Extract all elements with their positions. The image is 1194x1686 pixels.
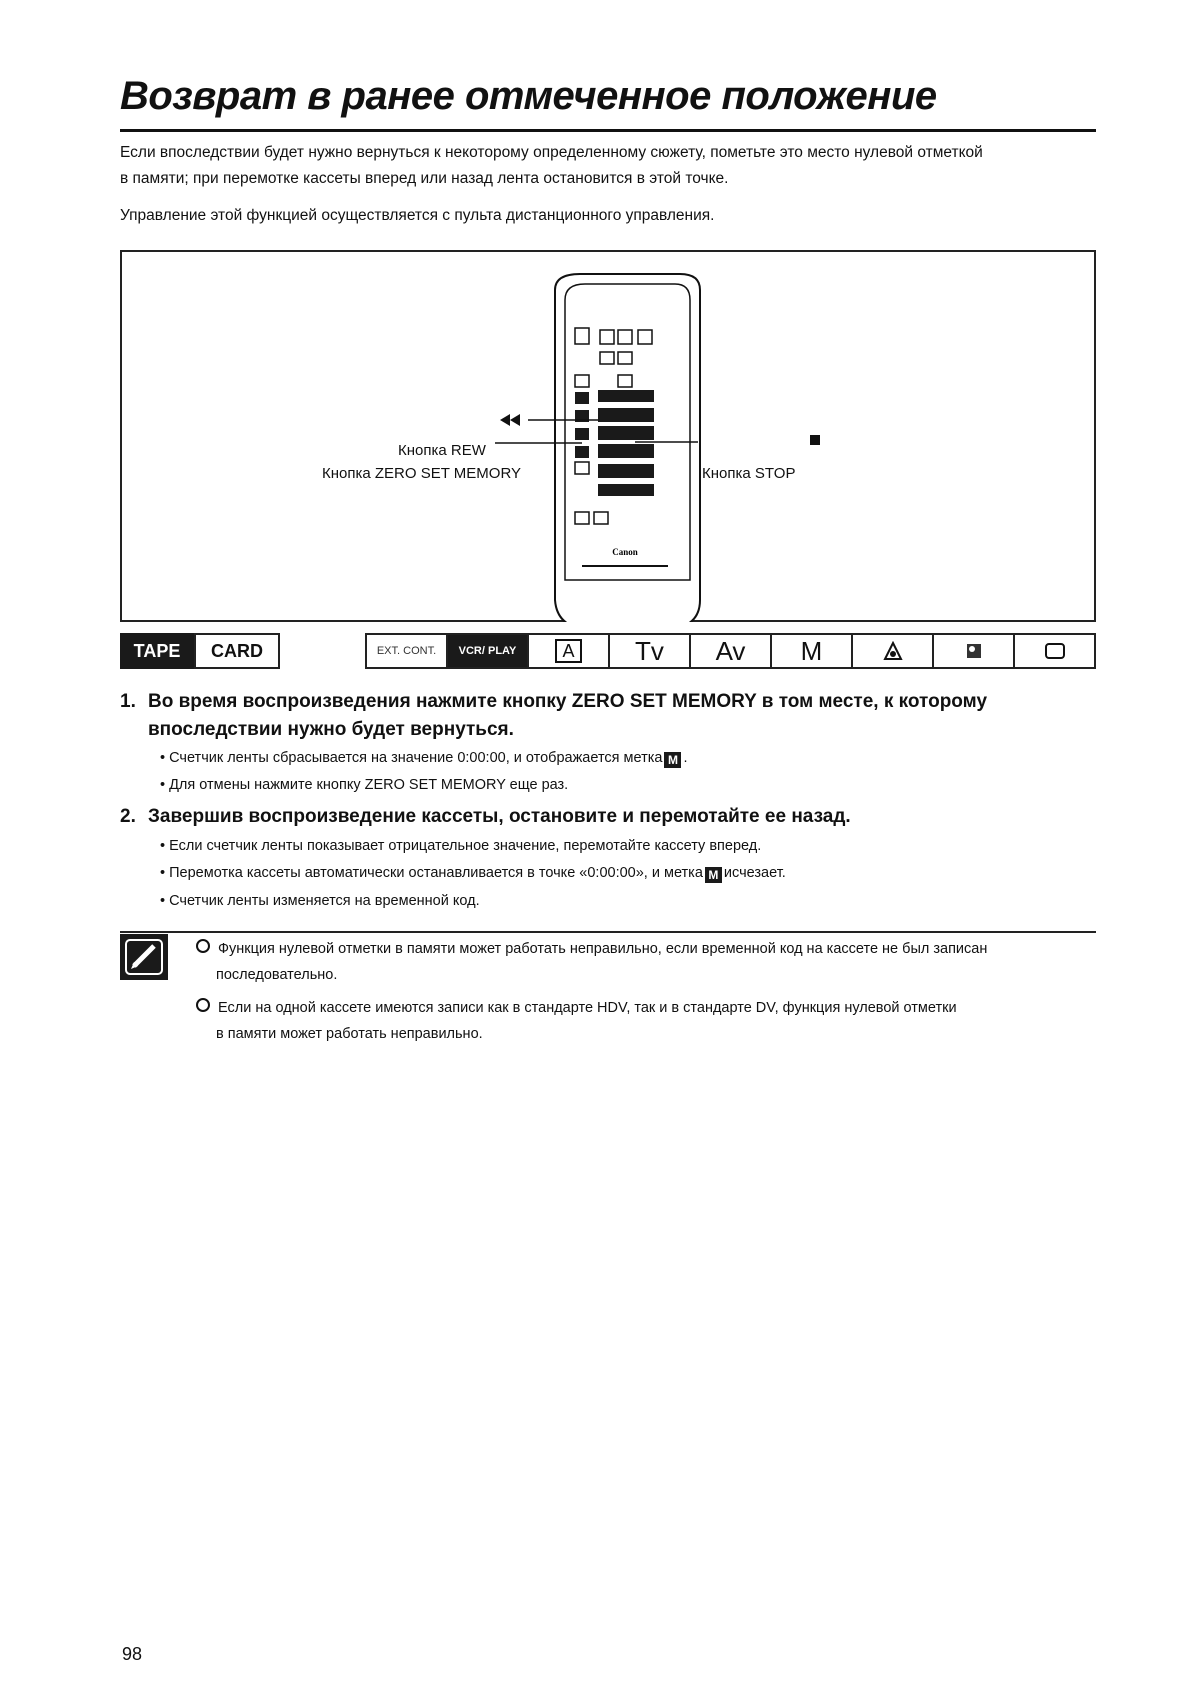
step-1-bullet-2: • Для отмены нажмите кнопку ZERO SET MEMORY еще раз. bbox=[160, 777, 569, 793]
label-zero-set-memory-button: Кнопка ZERO SET MEMORY bbox=[322, 465, 522, 482]
remote-brand: Canon bbox=[612, 547, 638, 557]
mode-vcr-play: VCR/ PLAY bbox=[448, 635, 529, 667]
step-1-line-2: впоследствии нужно будет вернуться. bbox=[148, 719, 514, 740]
page-title: Возврат в ранее отмеченное положение bbox=[120, 74, 937, 118]
mode-manual: M bbox=[772, 635, 853, 667]
step-2-line-1: Завершив воспроизведение кассеты, остановите и перемотайте ее назад. bbox=[148, 806, 851, 827]
mode-av: Av bbox=[691, 635, 772, 667]
mode-frame-icon bbox=[1015, 635, 1094, 667]
note-1-line-2: последовательно. bbox=[216, 967, 338, 983]
intro-line-1: Если впоследствии будет нужно вернуться к некоторому определенному сюжету, пометьте это место нулевой отметкой bbox=[120, 144, 983, 161]
note-2-line-1: Если на одной кассете имеются записи как в стандарте HDV, так и в стандарте DV, функция нулевой отметки bbox=[196, 995, 957, 1021]
step-1-bullet-1: • Счетчик ленты сбрасывается на значение 0:00:00, и отображается метка M . bbox=[160, 750, 688, 767]
note-1-line-1: Функция нулевой отметки в памяти может работать неправильно, если временной код на кассете не был записан bbox=[196, 936, 987, 962]
notes-divider bbox=[120, 931, 1096, 933]
label-stop-button: Кнопка STOP bbox=[702, 465, 796, 482]
step-1-line-1: Во время воспроизведения нажмите кнопку ZERO SET MEMORY в том месте, к которому bbox=[148, 691, 988, 712]
step-2-bullet-1: • Если счетчик ленты показывает отрицательное значение, перемотайте кассету вперед. bbox=[160, 838, 762, 854]
note-pencil-icon bbox=[120, 934, 168, 980]
mode-scene-icon bbox=[853, 635, 934, 667]
step-1-number: 1. bbox=[120, 691, 136, 712]
mode-card: CARD bbox=[194, 633, 280, 669]
step-2-bullet-2: • Перемотка кассеты автоматически останавливается в точке «0:00:00», и метка M исчезает. bbox=[160, 865, 786, 882]
mode-night-icon bbox=[934, 635, 1015, 667]
note-2-line-2: в памяти может работать неправильно. bbox=[216, 1026, 483, 1042]
label-rew-button: Кнопка REW bbox=[398, 442, 486, 459]
mode-ext-cont: EXT. CONT. bbox=[367, 635, 448, 667]
mode-tape: TAPE bbox=[120, 633, 194, 669]
intro-line-3: Управление этой функцией осуществляется с пульта дистанционного управления. bbox=[120, 207, 715, 224]
mode-dial-bar bbox=[365, 633, 1096, 669]
title-underline bbox=[120, 129, 1096, 132]
mode-tv: Tv bbox=[610, 635, 691, 667]
step-2-bullet-3: • Счетчик ленты изменяется на временной код. bbox=[160, 893, 480, 909]
step-2-number: 2. bbox=[120, 806, 136, 827]
intro-line-2: в памяти; при перемотке кассеты вперед или назад лента остановится в этой точке. bbox=[120, 170, 729, 187]
remote-illustration bbox=[120, 250, 1096, 622]
note-bullet-circle-icon bbox=[196, 939, 210, 953]
mode-auto: A bbox=[529, 635, 610, 667]
page-number: 98 bbox=[122, 1644, 143, 1664]
note-bullet-circle-icon bbox=[196, 998, 210, 1012]
